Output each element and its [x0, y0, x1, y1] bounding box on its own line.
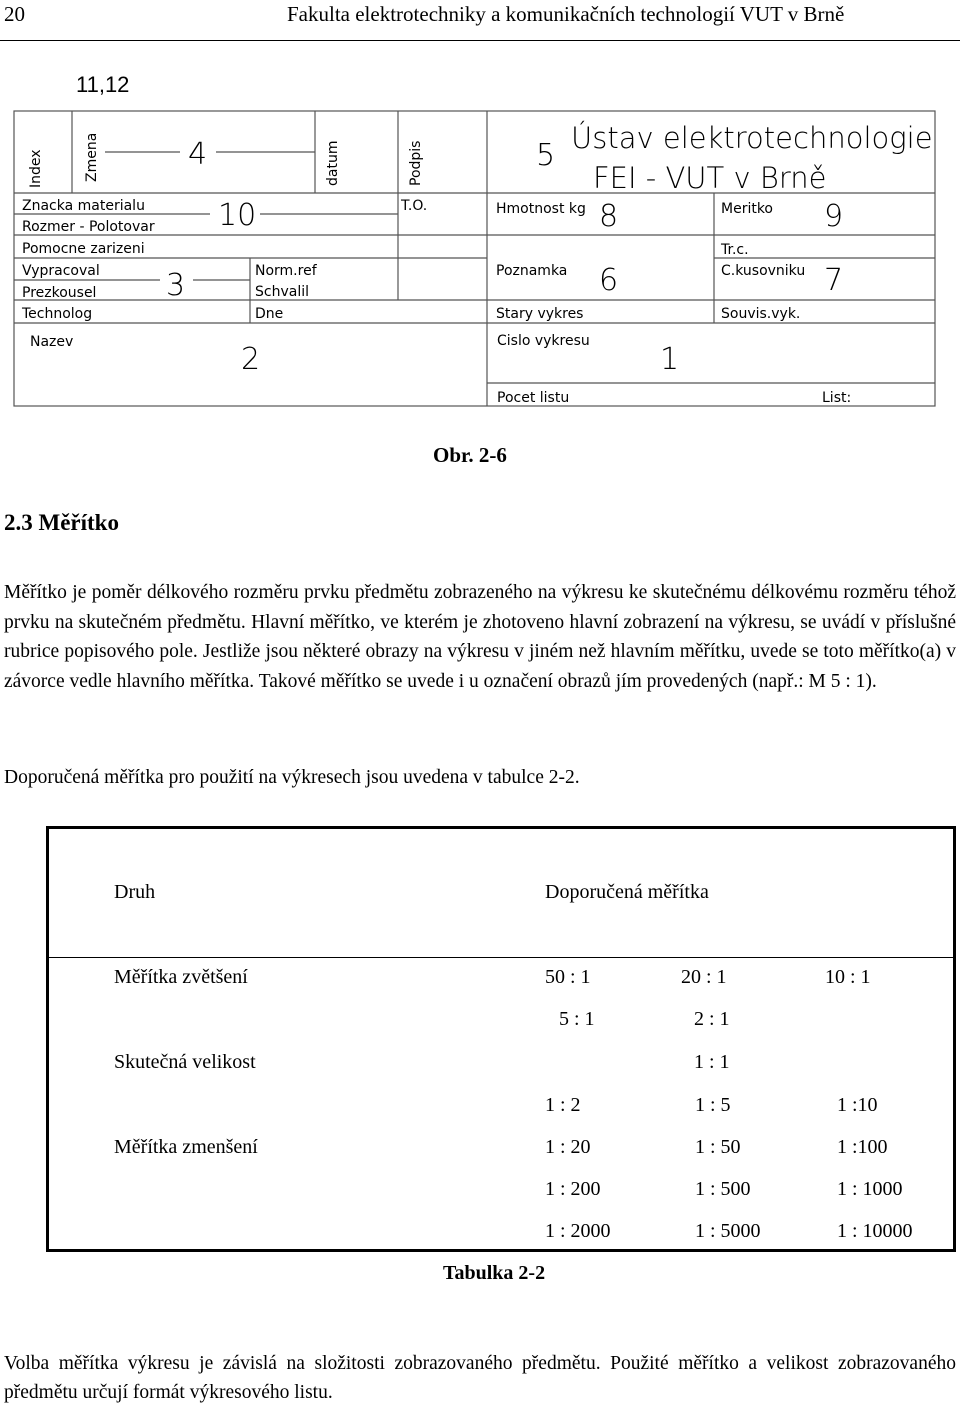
tb-znacka-materialu: Znacka materialu: [22, 198, 145, 214]
tb-souvis-vyk: Souvis.vyk.: [721, 306, 801, 322]
figure-caption: Obr. 2-6: [433, 443, 507, 467]
cell-value: 1 : 1000: [837, 1178, 903, 1200]
tb-nazev: Nazev: [30, 334, 74, 350]
row-label-zmenseni: Měřítka zmenšení: [114, 1136, 258, 1158]
cell-value: 5 : 1: [559, 1008, 595, 1030]
cell-value: 1 : 50: [695, 1136, 741, 1158]
tb-pomocne: Pomocne zarizeni: [22, 241, 145, 257]
cell-value: 1 : 500: [695, 1178, 751, 1200]
tb-num-3: 3: [166, 268, 186, 303]
cell-value: 20 : 1: [681, 966, 727, 988]
tb-datum: datum: [325, 140, 341, 186]
cell-value: 1 : 10000: [837, 1220, 913, 1242]
tb-prezkousel: Prezkousel: [22, 285, 97, 301]
tb-institute-line1: Ústav elektrotechnologie: [571, 121, 933, 155]
table-caption: Tabulka 2-2: [443, 1262, 546, 1284]
cell-value: 1 :10: [837, 1094, 878, 1116]
tb-num-9: 9: [824, 199, 844, 234]
cell-value: 10 : 1: [825, 966, 871, 988]
cell-value: 1 :100: [837, 1136, 888, 1158]
header-institution: Fakulta elektrotechniky a komunikačních technologií VUT v Brně: [287, 2, 845, 26]
tb-num-2: 2: [241, 342, 261, 377]
title-block-drawing: [0, 0, 960, 420]
table-header-meritka: Doporučená měřítka: [545, 881, 709, 903]
tb-schvalil: Schvalil: [255, 284, 309, 300]
table-header-druh: Druh: [114, 881, 156, 903]
tb-num-1: 1: [660, 342, 680, 377]
tb-c-kusovniku: C.kusovniku: [721, 263, 806, 279]
tb-num-6: 6: [599, 263, 619, 298]
tb-num-8: 8: [599, 199, 619, 234]
tb-meritko: Meritko: [721, 201, 774, 217]
tb-poznamka: Poznamka: [496, 263, 568, 279]
tb-num-5: 5: [536, 138, 556, 173]
tb-rozmer: Rozmer - Polotovar: [22, 219, 155, 235]
cell-value: 2 : 1: [694, 1008, 730, 1030]
tb-pocet-listu: Pocet listu: [497, 390, 570, 406]
tb-trc: Tr.c.: [721, 242, 749, 258]
paragraph-scale-choice: Volba měřítka výkresu je závislá na složitosti zobrazovaného předmětu. Použité měřítko a velikost zobrazovaného předmětu určují formát výkresového listu.: [4, 1353, 956, 1403]
tb-stary-vykres: Stary vykres: [496, 306, 584, 322]
tb-dne: Dne: [255, 306, 284, 322]
tb-hmotnost: Hmotnost kg: [496, 201, 586, 217]
tb-to: T.O.: [401, 198, 428, 214]
tb-podpis: Podpis: [408, 140, 424, 186]
title-block-lines: [14, 111, 935, 406]
tb-num-10: 10: [218, 198, 257, 233]
row-label-zvetseni: Měřítka zvětšení: [114, 966, 248, 988]
page-number: 20: [4, 2, 25, 26]
cell-value: 1 : 5000: [695, 1220, 761, 1242]
cell-value: 1 : 5: [695, 1094, 731, 1116]
section-heading: 2.3 Měřítko: [4, 510, 119, 535]
cell-value: 1 : 200: [545, 1178, 601, 1200]
cell-value: 1 : 2000: [545, 1220, 611, 1242]
cell-value: 1 : 20: [545, 1136, 591, 1158]
tb-cislo-vykresu: Cislo vykresu: [497, 333, 590, 349]
cell-value: 1 : 1: [694, 1051, 730, 1073]
tb-zmena: Zmena: [84, 132, 100, 182]
title-block-texts: [21, 121, 933, 406]
row-label-skutecna: Skutečná velikost: [114, 1051, 256, 1073]
paragraph-scale-definition: Měřítko je poměr délkového rozměru prvku předmětu zobrazeného na výkresu ke skutečnému délkovému rozměru téhož prvku na skutečném předmětu. Hlavní měřítko, ve kterém je zhotoveno hlavní zobrazení na výkresu, se uvádí v příslušné rubrice popisového pole. Jestliže jsou některé obrazy na výkresu v jiném než hlavním měřítku, uvede se toto měřítko(a) v závorce vedle hlavního měřítka. Takové měřítko se uvede i u označení obrazů jím provedených (např.: M 5 : 1).: [4, 582, 956, 692]
tb-index: Index: [28, 149, 44, 188]
tb-institute-line2: FEI - VUT v Brně: [593, 161, 827, 195]
tb-technolog: Technolog: [22, 306, 93, 322]
scales-table: [46, 826, 956, 1252]
paragraph-recommended: Doporučená měřítka pro použití na výkresech jsou uvedena v tabulce 2-2.: [4, 767, 580, 788]
table-header-divider: [49, 957, 953, 958]
tb-vypracoval: Vypracoval: [22, 263, 100, 279]
figure-tag: 11,12: [76, 72, 130, 97]
tb-num-4: 4: [188, 137, 208, 172]
tb-num-7: 7: [824, 263, 844, 298]
tb-norm-ref: Norm.ref: [255, 263, 317, 279]
tb-list: List:: [822, 390, 852, 406]
cell-value: 1 : 2: [545, 1094, 581, 1116]
cell-value: 50 : 1: [545, 966, 591, 988]
